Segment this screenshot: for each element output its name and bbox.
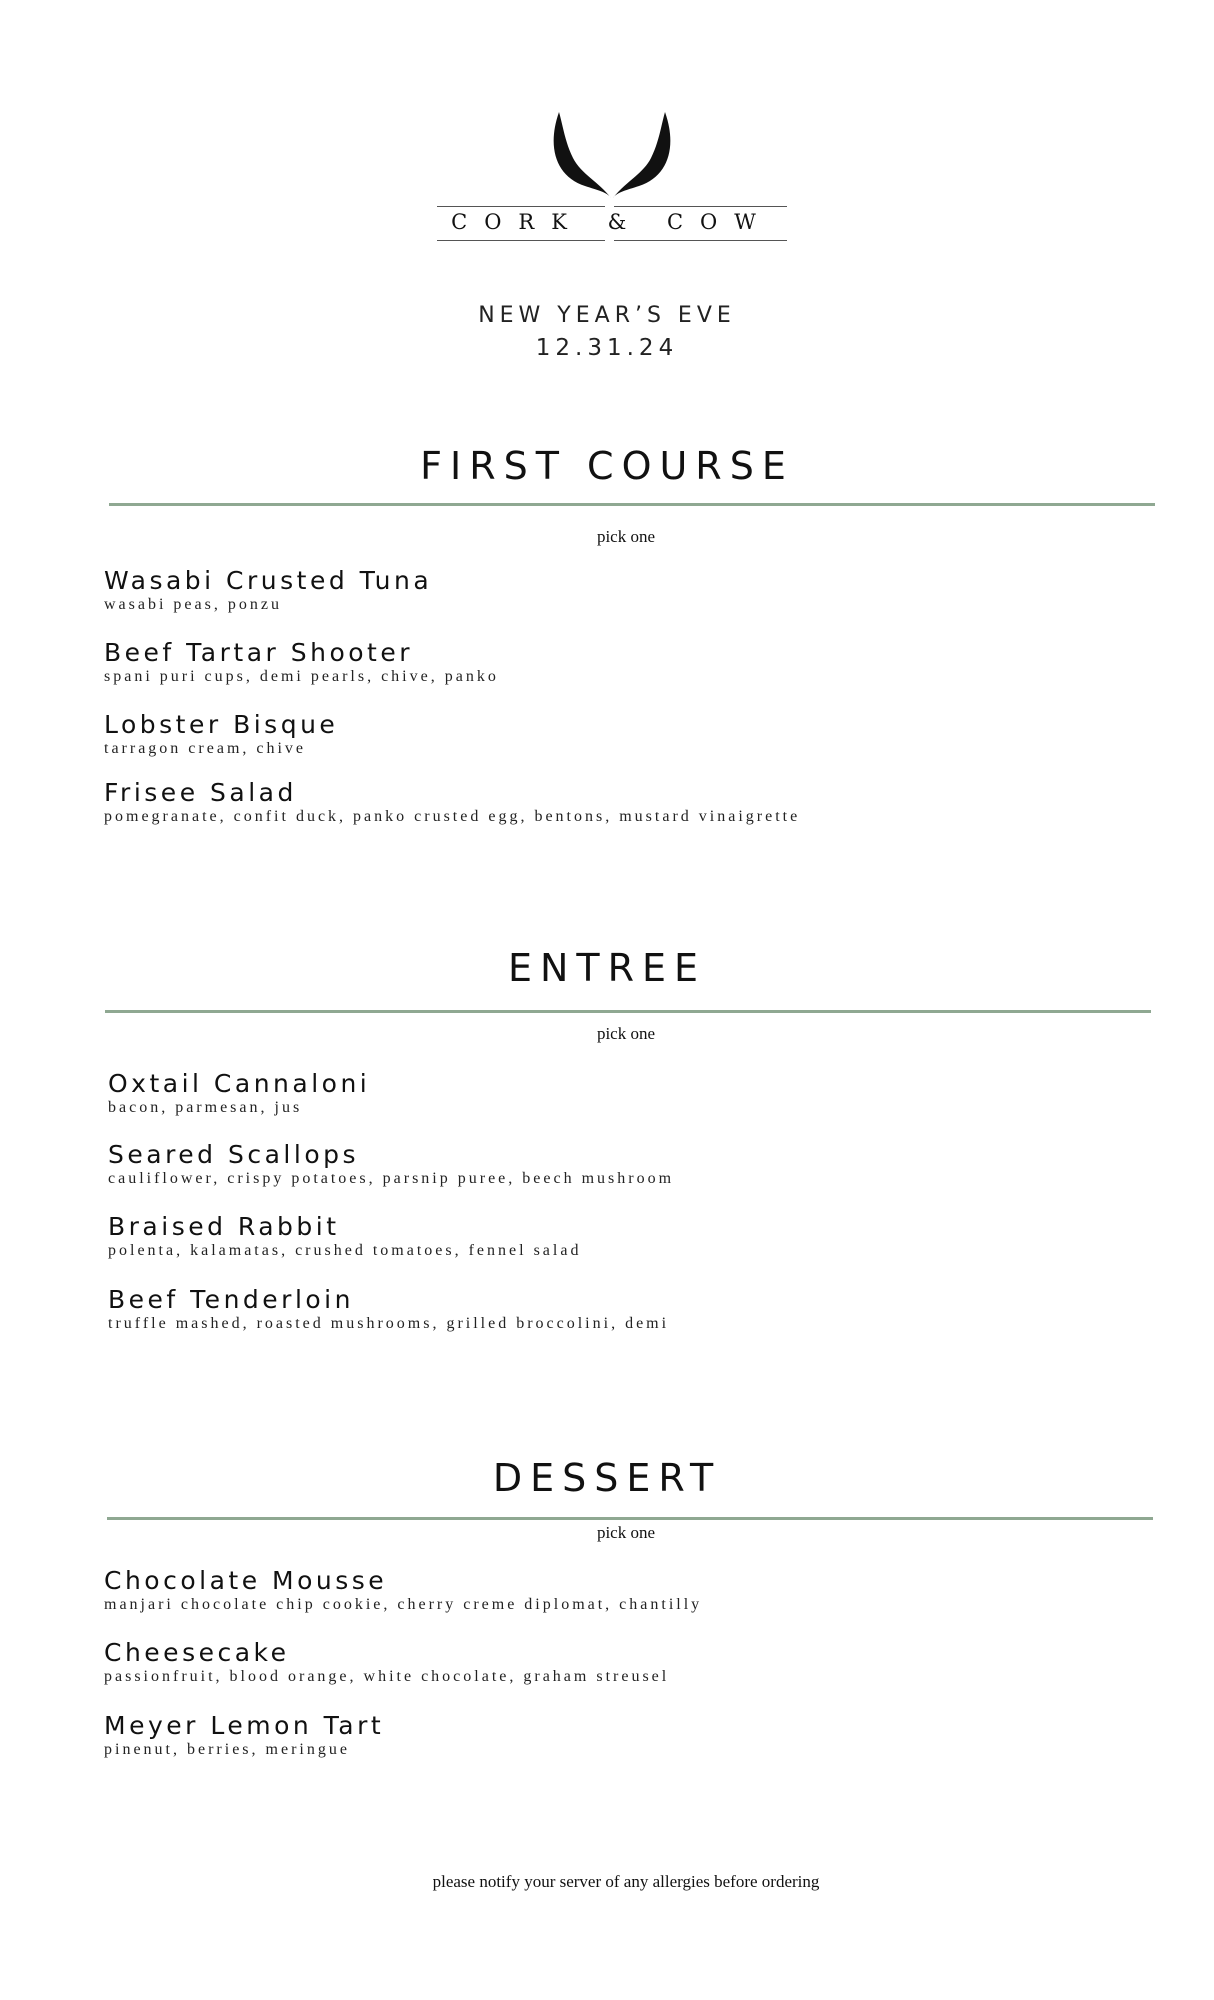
menu-item-description: bacon, parmesan, jus	[108, 1099, 303, 1116]
menu-item	[108, 1069, 370, 1117]
menu-item-name: Chocolate Mousse	[104, 1566, 388, 1595]
section-divider	[105, 1010, 1151, 1013]
section-divider	[107, 1517, 1153, 1520]
menu-item-description: pomegranate, confit duck, panko crusted egg, bentons, mustard vinaigrette	[104, 808, 801, 825]
menu-item-description: truffle mashed, roasted mushrooms, grilled broccolini, demi	[108, 1315, 670, 1332]
menu-item	[104, 778, 800, 826]
menu-item-name: Frisee Salad	[104, 778, 297, 807]
menu-item-description: polenta, kalamatas, crushed tomatoes, fennel salad	[108, 1242, 582, 1259]
menu-item-name: Meyer Lemon Tart	[104, 1711, 385, 1740]
menu-item	[108, 1285, 669, 1333]
logo-rule-top-left	[437, 206, 605, 207]
brand-logo	[437, 108, 787, 244]
menu-item-name: Lobster Bisque	[104, 710, 339, 739]
horns-icon	[547, 108, 677, 198]
menu-item-name: Beef Tenderloin	[108, 1285, 354, 1314]
menu-item	[104, 566, 432, 614]
brand-name: CORK & COW	[451, 210, 773, 234]
section-instruction: pick one	[596, 1523, 656, 1542]
menu-item-name: Oxtail Cannaloni	[108, 1069, 371, 1098]
event-date: 12.31.24	[535, 335, 679, 361]
menu-item	[108, 1140, 674, 1188]
menu-item-name: Braised Rabbit	[108, 1212, 340, 1241]
menu-item-description: pinenut, berries, meringue	[104, 1741, 350, 1758]
menu-item	[104, 638, 499, 686]
menu-item-description: manjari chocolate chip cookie, cherry creme diplomat, chantilly	[104, 1596, 703, 1613]
section-title-first-course: FIRST COURSE	[420, 444, 794, 488]
menu-item	[108, 1212, 581, 1260]
logo-rule-top-right	[614, 206, 787, 207]
menu-item-name: Wasabi Crusted Tuna	[104, 566, 433, 595]
section-instruction: pick one	[596, 527, 656, 546]
menu-item-description: wasabi peas, ponzu	[104, 596, 282, 613]
section-title-entree: ENTREE	[507, 946, 707, 990]
allergy-notice: please notify your server of any allergies before ordering	[432, 1872, 820, 1891]
menu-item-description: tarragon cream, chive	[104, 740, 307, 757]
event-name: NEW YEAR’S EVE	[478, 303, 736, 328]
menu-item-description: spani puri cups, demi pearls, chive, panko	[104, 668, 499, 685]
menu-item	[104, 1711, 384, 1759]
menu-item-name: Beef Tartar Shooter	[104, 638, 414, 667]
menu-item-name: Seared Scallops	[108, 1140, 360, 1169]
logo-rule-bottom-left	[437, 240, 605, 241]
menu-item	[104, 1638, 669, 1686]
menu-item-description: cauliflower, crispy potatoes, parsnip puree, beech mushroom	[108, 1170, 675, 1187]
section-title-dessert: DESSERT	[492, 1456, 722, 1500]
section-divider	[109, 503, 1155, 506]
menu-item	[104, 710, 338, 758]
menu-item-name: Cheesecake	[104, 1638, 290, 1667]
logo-rule-bottom-right	[614, 240, 787, 241]
menu-item-description: passionfruit, blood orange, white chocolate, graham streusel	[104, 1668, 670, 1685]
section-instruction: pick one	[596, 1024, 656, 1043]
menu-item	[104, 1566, 702, 1614]
